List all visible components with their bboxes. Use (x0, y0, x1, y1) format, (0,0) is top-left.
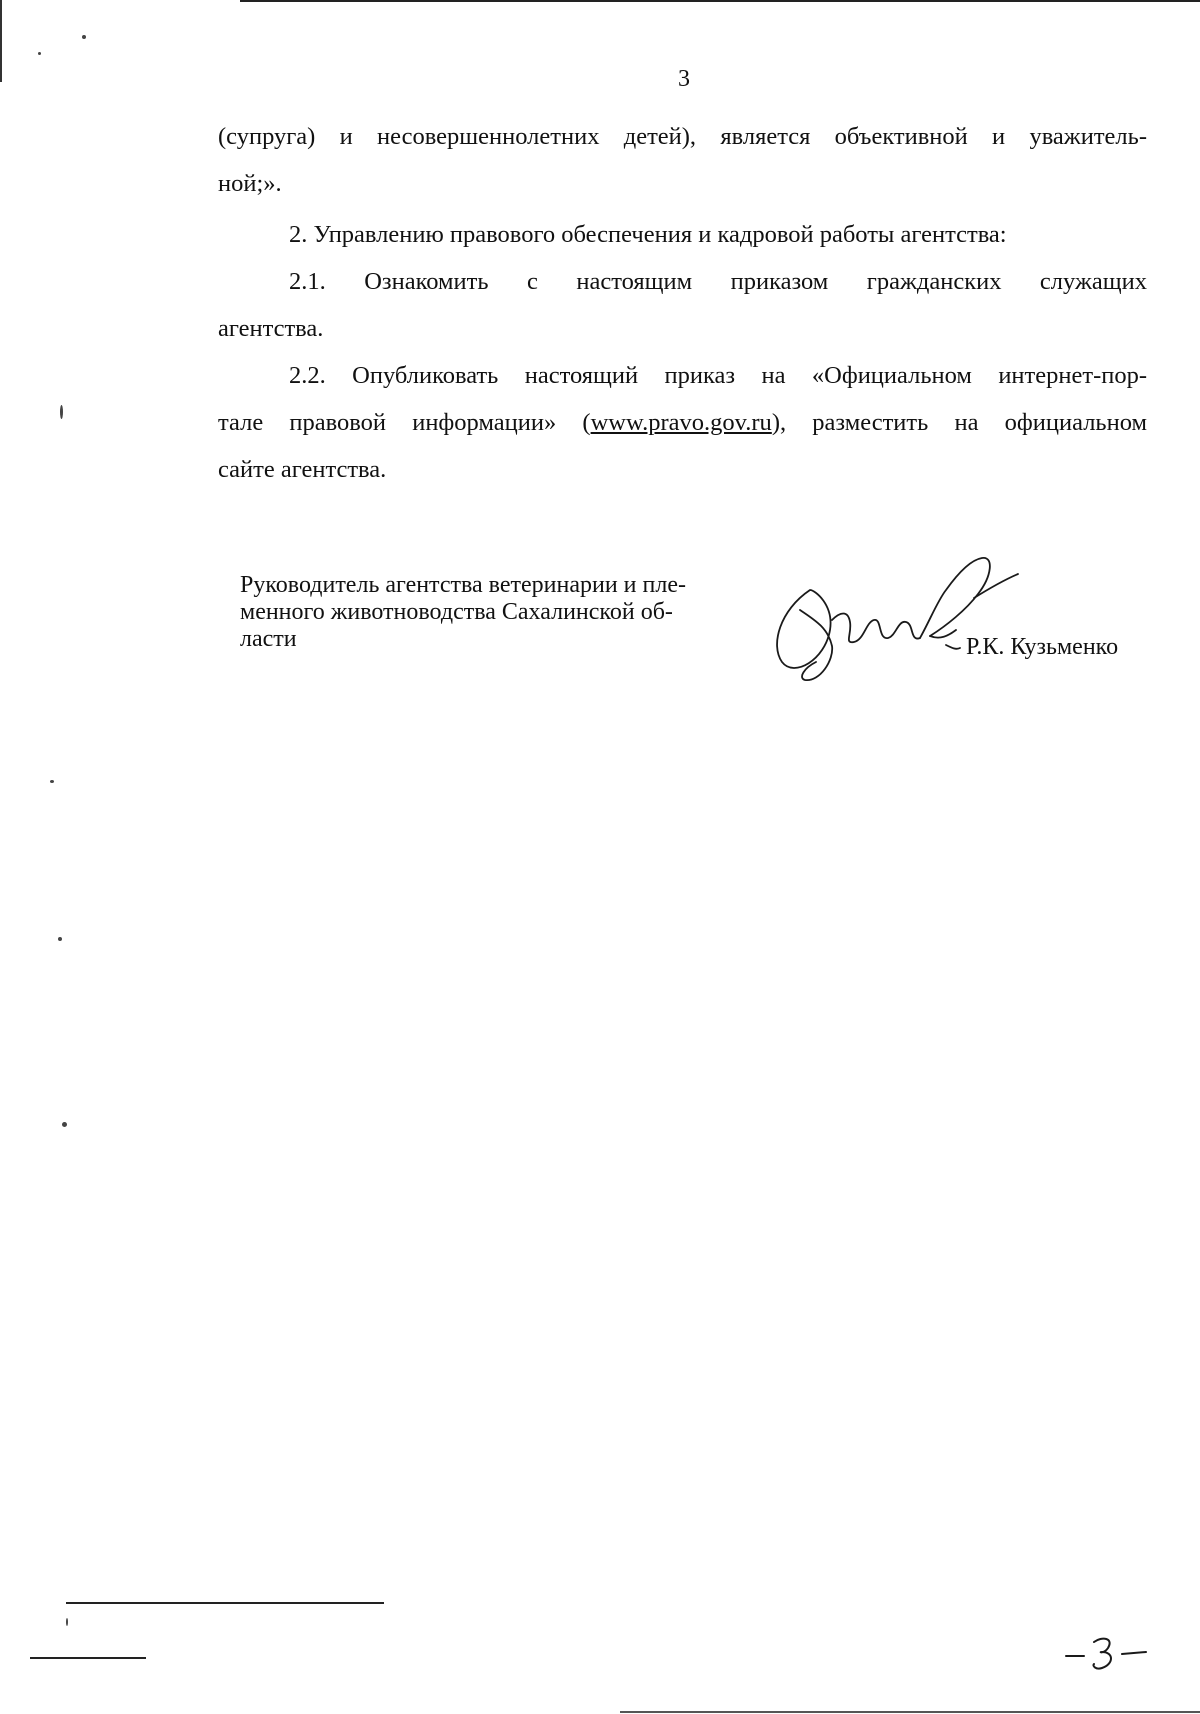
item-2: 2. Управлению правового обеспечения и кадровой работы агентства: (289, 221, 1007, 248)
signer-position-line: Руководитель агентства ветеринарии и пле- (240, 572, 686, 598)
item-2-1-first-line: 2.1. Ознакомить с настоящим приказом гражданских служащих (289, 268, 1147, 295)
scan-speck (62, 1122, 67, 1127)
body-line-end: ной;». (218, 170, 282, 197)
body-line-continuation: (супруга) и несовершеннолетних детей), является объективной и уважитель- (218, 123, 1147, 150)
signer-position-line: менного животноводства Сахалинской об- (240, 599, 673, 625)
scan-speck (50, 780, 54, 783)
page-number: 3 (678, 66, 690, 92)
margin-rule (30, 1657, 146, 1659)
pravo-gov-link[interactable]: www.pravo.gov.ru (590, 409, 772, 436)
scan-speck (58, 937, 62, 941)
scan-edge-left (0, 0, 2, 82)
scan-speck (82, 35, 86, 39)
signer-position-line: ласти (240, 626, 297, 652)
item-2-2-second-line (218, 399, 1147, 446)
item-2-2-text-after-link: ), разместить на официальном (771, 409, 1147, 436)
scan-edge-bottom (620, 1711, 1200, 1713)
signer-position (240, 572, 760, 653)
item-2-2-third-line: сайте агентства. (218, 456, 387, 483)
scan-speck (60, 405, 63, 419)
item-2-2-first-line: 2.2. Опубликовать настоящий приказ на «Официальном интернет-пор- (289, 362, 1147, 389)
scan-speck (66, 1618, 68, 1626)
footnote-rule (66, 1602, 384, 1604)
signer-name: Р.К. Кузьменко (966, 634, 1119, 660)
item-2-1-second-line: агентства. (218, 315, 324, 342)
handwritten-signature (770, 550, 1030, 690)
scan-speck (38, 52, 41, 55)
handwritten-page-mark (1062, 1628, 1152, 1678)
item-2-2-text-before-link: тале правовой информации» ( (218, 409, 591, 436)
scan-edge-top (240, 0, 1200, 2)
